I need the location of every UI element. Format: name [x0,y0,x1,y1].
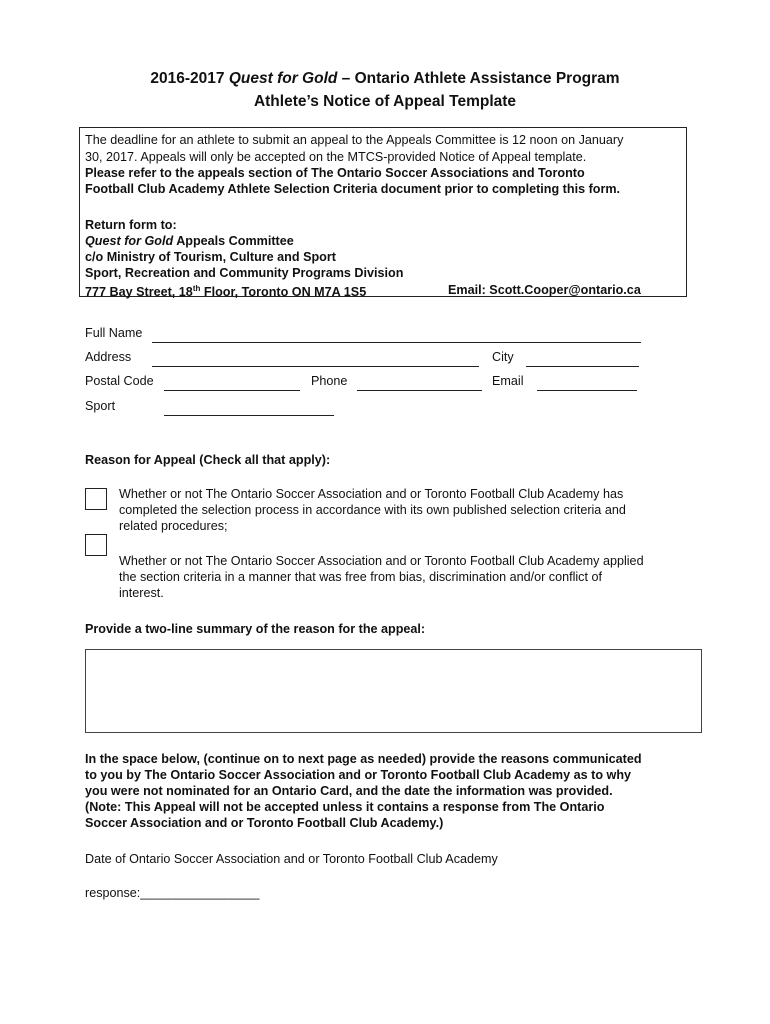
response-date-label: Date of Ontario Soccer Association and or Toronto Football Club Academy [85,852,498,866]
reasons-heading: Reason for Appeal (Check all that apply): [85,453,331,467]
address-post: Floor, Toronto ON M7A 1S5 [200,285,367,300]
notice-line: Please refer to the appeals section of The Ontario Soccer Associations and Toronto [85,166,585,180]
response-date-field[interactable]: response:_________________ [85,886,260,900]
contact-email: Email: Scott.Cooper@ontario.ca [448,283,641,297]
reason-option-1-line: Whether or not The Ontario Soccer Association and or Toronto Football Club Academy has [119,487,624,501]
notice-line: The deadline for an athlete to submit an appeal to the Appeals Committee is 12 noon on January [85,133,624,147]
reason-option-1-line: completed the selection process in accordance with its own published selection criteria and [119,503,626,517]
phone-label: Phone [311,374,348,388]
reason-checkbox-2[interactable] [85,534,107,556]
address-label: Address [85,350,132,364]
notice-line: 30, 2017. Appeals will only be accepted on the MTCS-provided Notice of Appeal template. [85,150,587,164]
division: Sport, Recreation and Community Programs Division [85,266,404,280]
address-pre: 777 Bay Street, 18 [85,285,193,300]
page-subtitle: Athlete’s Notice of Appeal Template [253,93,517,110]
reason-option-2-line: interest. [119,586,164,600]
summary-heading: Provide a two-line summary of the reason for the appeal: [85,622,426,636]
instructions-line: In the space below, (continue on to next page as needed) provide the reasons communicated [85,752,642,766]
full-name-label: Full Name [85,326,143,340]
committee-italic: Quest for Gold [85,234,174,248]
phone-input[interactable] [357,390,482,391]
title-program-name: Quest for Gold [228,70,338,87]
reason-option-2-line: Whether or not The Ontario Soccer Association and or Toronto Football Club Academy applied [119,554,644,568]
committee-name [85,233,294,249]
mailing-address [85,281,366,300]
instructions-line: to you by The Ontario Soccer Association and or Toronto Football Club Academy as to why [85,768,632,782]
instructions-line: (Note: This Appeal will not be accepted unless it contains a response from The Ontario [85,800,605,814]
instructions-line: you were not nominated for an Ontario Card, and the date the information was provided. [85,784,613,798]
full-name-input[interactable] [152,342,641,343]
instructions-line: Soccer Association and or Toronto Football Club Academy.) [85,816,444,830]
sport-label: Sport [85,399,116,413]
page-title [0,68,770,90]
email-label: Email [492,374,524,388]
reason-option-2-line: the section criteria in a manner that was free from bias, discrimination and/or conflict of [119,570,602,584]
address-sup: th [192,284,201,293]
sport-input[interactable] [164,415,334,416]
email-input[interactable] [537,390,637,391]
return-label: Return form to: [85,218,177,232]
summary-textbox[interactable] [85,649,702,733]
address-input[interactable] [152,366,479,367]
reason-option-1-line: related procedures; [119,519,228,533]
title-year: 2016-2017 [150,70,229,87]
city-label: City [492,350,514,364]
postal-code-input[interactable] [164,390,300,391]
notice-line: Football Club Academy Athlete Selection Criteria document prior to completing this form. [85,182,621,196]
postal-code-label: Postal Code [85,374,154,388]
committee-rest: Appeals Committee [173,234,294,248]
reason-checkbox-1[interactable] [85,488,107,510]
city-input[interactable] [526,366,639,367]
title-rest: – Ontario Athlete Assistance Program [337,70,620,87]
ministry: c/o Ministry of Tourism, Culture and Sport [85,250,336,264]
